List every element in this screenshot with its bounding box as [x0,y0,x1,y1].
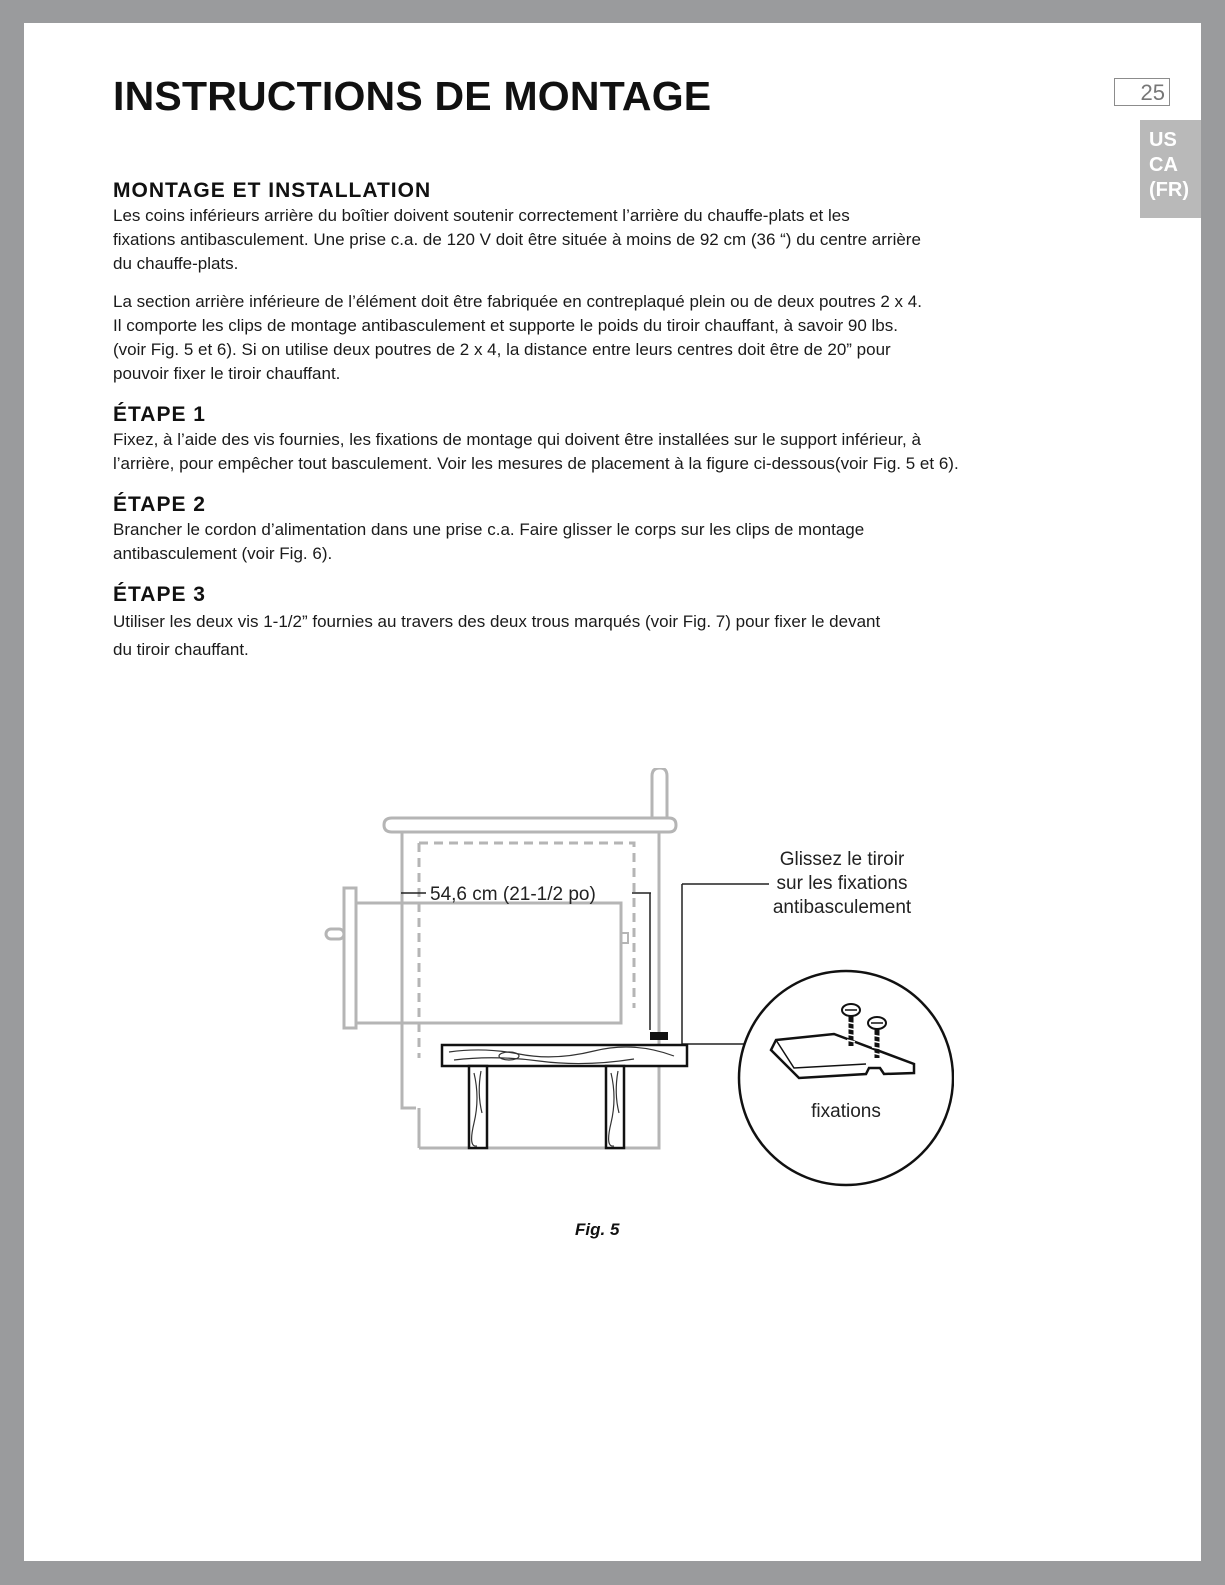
etape2-heading: ÉTAPE 2 [113,493,206,516]
callout-line-1: Glissez le tiroir [779,849,905,870]
text-line: Brancher le cordon d’alimentation dans une prise c.a. Faire glisser le corps sur les clips de montage [113,520,865,539]
manual-page [24,23,1201,1561]
callout-line-3: antibasculement [772,897,912,918]
text-line: Il comporte les clips de montage antibasculement et supporte le poids du tiroir chauffant, à savoir 90 lbs. [113,316,898,335]
text-line: Utiliser les deux vis 1-1/2” fournies au travers des deux trous marqués (voir Fig. 7) pour fixer le devant [113,612,881,631]
etape3-heading: ÉTAPE 3 [113,583,206,606]
page-number: 25 [1114,78,1170,106]
drawer-body [356,903,621,1023]
text-line: La section arrière inférieure de l’élément doit être fabriquée en contreplaqué plein ou de deux poutres 2 x 4. [113,292,922,311]
dimension-label: 54,6 cm (21-1/2 po) [430,884,596,905]
region-tab [1140,120,1201,218]
backsplash [652,768,667,818]
etape3-paragraph [113,608,1113,664]
countertop [384,818,676,832]
montage-paragraph-1 [113,204,1113,276]
text-line: (voir Fig. 5 et 6). Si on utilise deux poutres de 2 x 4, la distance entre leurs centres doit être de 20” pour [113,340,891,359]
etape2-paragraph [113,518,1113,566]
text-line: Les coins inférieurs arrière du boîtier doivent soutenir correctement l’arrière du chauffe-plats et les [113,206,850,225]
drawer-front [344,888,356,1028]
etape1-heading: ÉTAPE 1 [113,403,206,426]
figure-caption: Fig. 5 [575,1220,620,1239]
detail-circle [739,971,953,1185]
text-line: fixations antibasculement. Une prise c.a. de 120 V doit être située à moins de 92 cm (36 “) du centre arrière [113,230,921,249]
drawer-handle [326,929,344,939]
text-line: Fixez, à l’aide des vis fournies, les fixations de montage qui doivent être installées sur le support inférieur, à [113,430,921,449]
region-fr: (FR) [1149,179,1189,201]
callout-line-2: sur les fixations [776,873,908,894]
montage-heading: MONTAGE ET INSTALLATION [113,179,432,202]
text-line: antibasculement (voir Fig. 6). [113,544,333,563]
text-line: du chauffe-plats. [113,254,239,273]
cabinet-outline [402,832,416,1108]
page-title: INSTRUCTIONS DE MONTAGE [113,73,712,119]
anti-tip-clip [650,1032,668,1040]
detail-label: fixations [811,1101,881,1122]
drawer-dashed-outline [419,843,634,1058]
text-line: l’arrière, pour empêcher tout basculement. Voir les mesures de placement à la figure ci-dessous(voir Fig. 5 et 6). [113,454,959,473]
region-us: US [1149,129,1177,151]
installation-diagram [314,768,954,1208]
region-ca: CA [1149,154,1178,176]
montage-paragraph-2 [113,290,1113,386]
text-line: du tiroir chauffant. [113,640,249,659]
text-line: pouvoir fixer le tiroir chauffant. [113,364,341,383]
etape1-paragraph [113,428,1113,476]
instructions-content [113,178,1113,664]
